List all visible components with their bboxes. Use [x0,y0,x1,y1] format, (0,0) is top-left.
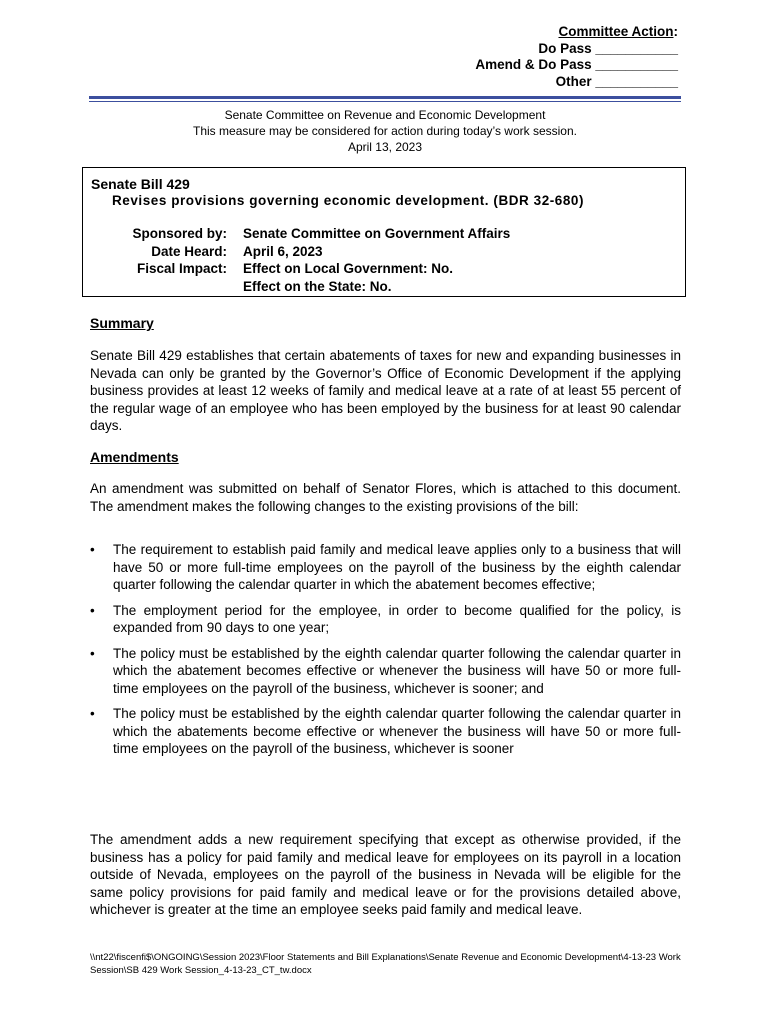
do-pass-line: Do Pass ___________ [538,40,678,56]
sponsored-by-label: Sponsored by: [132,226,227,241]
fiscal-state-value: Effect on the State: No. [243,278,392,294]
bill-description: Revises provisions governing economic development. (BDR 32-680) [112,193,585,208]
list-item: • The requirement to establish paid family and medical leave applies only to a business that will have 50 or more full-time employees on the payroll of the business by the eighth calendar quarter following the calendar quarter in which the abatement becomes effective; [90,542,681,592]
committee-action-heading: Committee Action: [558,24,678,39]
file-path-footer: \\nt22\fiscenfi$\ONGOING\Session 2023\Floor Statements and Bill Explanations\Senate Revenue and Economic Development\4-13-23 Work Session\SB 429 Work Session_4-13-23_CT_tw.docx [90,952,681,976]
amendment-list [90,541,681,766]
bill-title: Senate Bill 429 [91,176,190,192]
list-item: • The policy must be established by the eighth calendar quarter following the calendar quarter in which the abatements become effective or whenever the business will have 50 or more full-time employees on the payroll of the business, whichever is sooner [90,706,681,756]
other-line: Other ___________ [555,73,678,89]
amendments-intro: An amendment was submitted on behalf of Senator Flores, which is attached to this document. The amendment makes the following changes to the existing provisions of the bill: [90,481,681,514]
committee-action-title: Committee Action [558,24,674,39]
amendments-heading: Amendments [90,449,179,465]
summary-text: Senate Bill 429 establishes that certain abatements of taxes for new and expanding businesses in Nevada can only be granted by the Governor’s Office of Economic Development if the applying business provides at least 12 weeks of family and medical leave at a rate of at least 55 percent of the regular wage of an employee who has been employed by the business for at least 90 calendar days. [90,348,681,433]
bullet-icon: • [90,542,95,557]
bill-info-box [82,167,686,297]
amend-do-pass-line: Amend & Do Pass ___________ [475,57,678,72]
committee-name: Senate Committee on Revenue and Economic Development [224,108,546,122]
meeting-date: April 13, 2023 [347,140,423,154]
committee-action-block [475,24,678,90]
date-heard-label: Date Heard: [151,243,227,259]
sponsored-by-value: Senate Committee on Government Affairs [243,226,511,241]
fiscal-local-value: Effect on Local Government: No. [243,261,454,276]
meeting-info [89,107,681,155]
bill-meta-labels [91,225,227,278]
bullet-icon: • [90,602,95,618]
bill-meta-values [243,225,510,295]
date-heard-value: April 6, 2023 [243,243,323,259]
list-item: • The policy must be established by the eighth calendar quarter following the calendar quarter in which the abatement becomes effective or whenever the business will have 50 or more full-time employees on the payroll of the business, whichever is sooner; and [90,645,681,696]
header-rule-thick [89,96,681,99]
amendments-closing: The amendment adds a new requirement specifying that except as otherwise provided, if the business has a policy for paid family and medical leave for employees on its payroll in a location outside of Nevada, employees on the payroll of the business in Nevada will be eligible for the same policy provisions for paid family and medical leave or for the provisions detailed above, whichever is greater at the time an employee seeks paid family and medical leave. [90,832,681,917]
fiscal-impact-label: Fiscal Impact: [136,261,227,276]
list-item: • The employment period for the employee, in order to become qualified for the policy, is expanded from 90 days to one year; [90,602,681,635]
bullet-icon: • [90,645,95,661]
summary-heading: Summary [90,315,154,331]
bullet-icon: • [90,706,95,721]
session-notice: This measure may be considered for action during today’s work session. [193,124,577,138]
header-rule-thin [89,101,681,102]
